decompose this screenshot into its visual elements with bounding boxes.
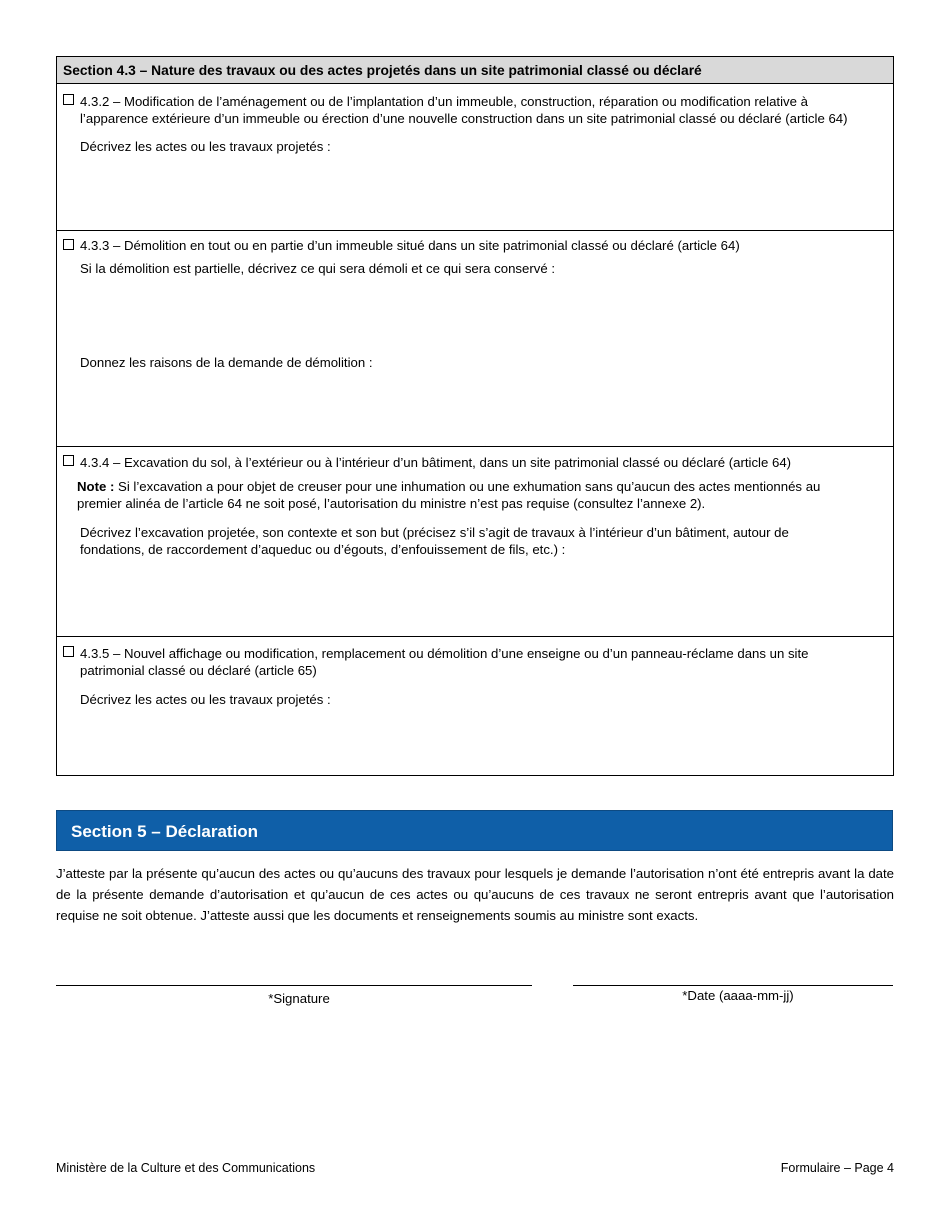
section-4-3-table bbox=[56, 56, 894, 776]
signature-label: *Signature bbox=[268, 991, 330, 1006]
item-4-3-4-prompt: Décrivez l’excavation projetée, son contexte et son but (précisez s’il s’agit de travaux à l’intérieur d’un bâtiment, autour de fondations, de raccordement d’aqueduc ou d’égouts, d’enfouissement de fils, etc.) : bbox=[80, 525, 789, 557]
checkbox-4-3-3[interactable] bbox=[63, 239, 74, 250]
item-4-3-5 bbox=[57, 637, 893, 775]
item-4-3-2-prompt: Décrivez les actes ou les travaux projetés : bbox=[80, 139, 331, 154]
date-label: *Date (aaaa-mm-jj) bbox=[682, 988, 794, 1003]
checkbox-4-3-5[interactable] bbox=[63, 646, 74, 657]
footer-ministry: Ministère de la Culture et des Communications bbox=[56, 1161, 316, 1175]
checkbox-4-3-4[interactable] bbox=[63, 455, 74, 466]
item-4-3-5-prompt: Décrivez les actes ou les travaux projetés : bbox=[80, 692, 331, 707]
footer-page-number: Formulaire – Page 4 bbox=[780, 1161, 894, 1175]
note-label: Note : bbox=[77, 479, 115, 494]
item-4-3-4-label: 4.3.4 – Excavation du sol, à l’extérieur ou à l’intérieur d’un bâtiment, dans un site patrimonial classé ou déclaré (article 64) bbox=[80, 455, 792, 470]
item-4-3-4 bbox=[57, 447, 893, 637]
signature-line[interactable] bbox=[56, 985, 532, 986]
section-5-title: Section 5 – Déclaration bbox=[56, 810, 893, 851]
item-4-3-3-prompt-reasons: Donnez les raisons de la demande de démolition : bbox=[80, 355, 373, 370]
item-4-3-3-prompt-partial: Si la démolition est partielle, décrivez ce qui sera démoli et ce qui sera conservé : bbox=[80, 261, 555, 276]
item-4-3-5-label: 4.3.5 – Nouvel affichage ou modification, remplacement ou démolition d’une enseigne ou d’un panneau-réclame dans un site patrimonial classé ou déclaré (article 65) bbox=[80, 646, 809, 678]
item-4-3-2-label: 4.3.2 – Modification de l’aménagement ou de l’implantation d’un immeuble, construction, réparation ou modification relative à l’apparence extérieure d’un immeuble ou érection d’une nouvelle construction dans un site patrimonial classé ou déclaré (article 64) bbox=[80, 94, 848, 126]
checkbox-4-3-2[interactable] bbox=[63, 94, 74, 105]
declaration-text: J’atteste par la présente qu’aucun des actes ou qu’aucuns des travaux pour lesquels je demande l’autorisation n’ont été entrepris avant la date de la présente demande d’autorisation et qu’aucun de ces actes ou qu’aucuns de ces travaux ne seront entrepris avant que l’autorisation requise ne soit obtenue. J’atteste aussi que les documents et renseignements soumis au ministre sont exacts. bbox=[56, 866, 894, 923]
item-4-3-2 bbox=[57, 84, 893, 231]
item-4-3-3-label: 4.3.3 – Démolition en tout ou en partie d’un immeuble situé dans un site patrimonial classé ou déclaré (article 64) bbox=[80, 238, 740, 253]
item-4-3-4-note: Note : Si l’excavation a pour objet de creuser pour une inhumation ou une exhumation sans qu’aucun des actes mentionnés au premier alinéa de l’article 64 ne soit posé, l’autorisation du ministre n’est pas requise (consultez l’annexe 2). bbox=[77, 479, 821, 511]
section-4-3-title: Section 4.3 – Nature des travaux ou des actes projetés dans un site patrimonial classé ou déclaré bbox=[57, 57, 893, 84]
date-line[interactable] bbox=[573, 985, 893, 986]
item-4-3-3 bbox=[57, 231, 893, 447]
